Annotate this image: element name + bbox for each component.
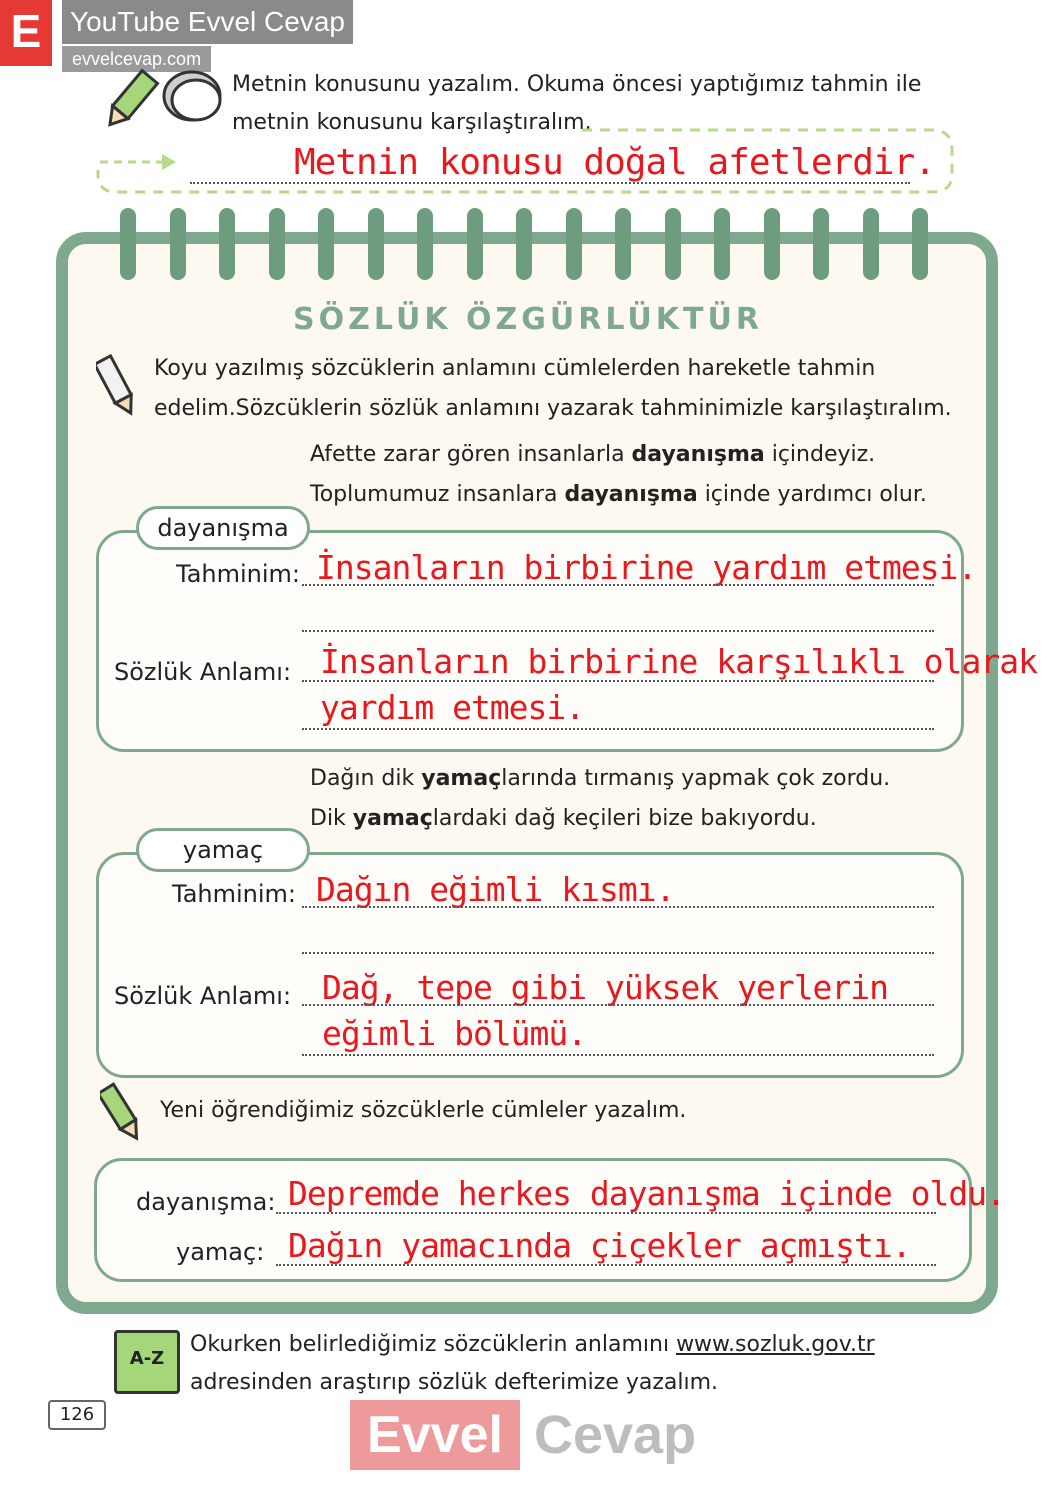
footer-line1 [190,1332,875,1357]
dictionary-book-icon: A-Z [114,1330,180,1394]
word2-sentence1-post: larında tırmanış yapmak çok zordu. [501,766,891,791]
word2-dict-label: Sözlük Anlamı: [114,982,292,1010]
brand-url: evvelcevap.com [62,46,211,72]
word2-sentence1-pre: Dağın dik [310,766,422,791]
word2-guess: Dağın eğimli kısmı. [316,870,675,909]
word1-dict-line1-rule [302,680,934,682]
word1-sentence2-post: içinde yardımcı olur. [697,482,927,507]
page-number: 126 [48,1400,106,1430]
word2-dict-line2: eğimli bölümü. [322,1014,587,1053]
word2-tag: yamaç [136,828,310,872]
word1-guess: İnsanların birbirine yardım etmesi. [316,548,977,587]
sentences-answer1-rule [276,1212,936,1214]
notebook-ring [516,208,532,280]
brand-title: YouTube Evvel Cevap [62,0,353,44]
sentences-answer2: Dağın yamacında çiçekler açmıştı. [288,1226,911,1265]
notebook-ring [219,208,235,280]
sentences-instruction: Yeni öğrendiğimiz sözcüklerle cümleler yazalım. [160,1098,687,1123]
footer-logo-evvel: Evvel [350,1400,520,1470]
word1-guess-label: Tahminim: [176,560,300,588]
notebook-ring [764,208,780,280]
word1-blank-line [302,630,934,632]
section-title: SÖZLÜK ÖZGÜRLÜKTÜR [293,302,763,337]
notebook-ring [170,208,186,280]
notebook-ring [417,208,433,280]
word2-blank-line [302,952,934,954]
word2-dict-line2-rule [302,1054,934,1056]
word1-sentence2-bold: dayanışma [564,482,698,507]
pencil-speech-icon [104,64,224,134]
brand-logo-letter: E [0,0,52,66]
word2-sentence1 [310,766,890,791]
notebook-ring [912,208,928,280]
word1-sentence1 [310,442,875,467]
instruction-line2: edelim.Sözcüklerin sözlük anlamını yazarak tahminimizle karşılaştıralım. [154,396,952,421]
word1-dict-label: Sözlük Anlamı: [114,658,292,686]
word1-dict-line2-rule [302,728,934,730]
notebook-ring [269,208,285,280]
word2-sentence2-bold: yamaç [352,806,433,831]
intro-line1: Metnin konusunu yazalım. Okuma öncesi yaptığımız tahmin ile [232,72,922,97]
word2-sentence2-pre: Dik [310,806,353,831]
word1-sentence2 [310,482,927,507]
notebook-ring [665,208,681,280]
word1-sentence1-pre: Afette zarar gören insanlarla [310,442,632,467]
word1-sentence2-pre: Toplumumuz insanlara [310,482,565,507]
sentences-answer2-rule [276,1264,936,1266]
word1-dict-line1: İnsanların birbirine karşılıklı olarak [320,642,1037,681]
word1-sentence1-post: içindeyiz. [764,442,876,467]
word2-dict-line1-rule [302,1004,934,1006]
word2-guess-label: Tahminim: [172,880,296,908]
word2-sentence2 [310,806,817,831]
notebook-ring [813,208,829,280]
intro-line2: metnin konusunu karşılaştıralım. [232,110,592,135]
footer-line2: adresinden araştırıp sözlük defterimize yazalım. [190,1370,719,1395]
notebook-ring [863,208,879,280]
word1-sentence1-bold: dayanışma [631,442,765,467]
notebook-ring [120,208,136,280]
sentences-label1: dayanışma: [136,1188,276,1216]
word2-sentence2-post: lardaki dağ keçileri bize bakıyordu. [432,806,817,831]
word1-dict-line2: yardım etmesi. [320,688,585,727]
notebook-ring [714,208,730,280]
notebook-ring [318,208,334,280]
word2-dict-line1: Dağ, tepe gibi yüksek yerlerin [322,968,889,1007]
green-pencil-icon [100,1080,144,1146]
word1-tag: dayanışma [136,506,310,550]
sozluk-link[interactable]: www.sozluk.gov.tr [676,1332,875,1357]
instruction-line1: Koyu yazılmış sözcüklerin anlamını cümlelerden hareketle tahmin [154,356,876,381]
word2-guess-line [302,906,934,908]
word1-guess-line [302,584,934,586]
notebook-ring [467,208,483,280]
footer-logo-cevap: Cevap [534,1405,697,1465]
pencil-icon [96,352,140,422]
footer-line1-pre: Okurken belirlediğimiz sözcüklerin anlamını [190,1332,677,1357]
sentences-label2: yamaç: [176,1238,265,1266]
notebook-ring [368,208,384,280]
intro-answer: Metnin konusu doğal afetlerdir. [294,142,935,183]
sentences-answer1: Depremde herkes dayanışma içinde oldu. [288,1174,1005,1213]
word2-sentence1-bold: yamaç [421,766,502,791]
notebook-ring [615,208,631,280]
notebook-ring [566,208,582,280]
